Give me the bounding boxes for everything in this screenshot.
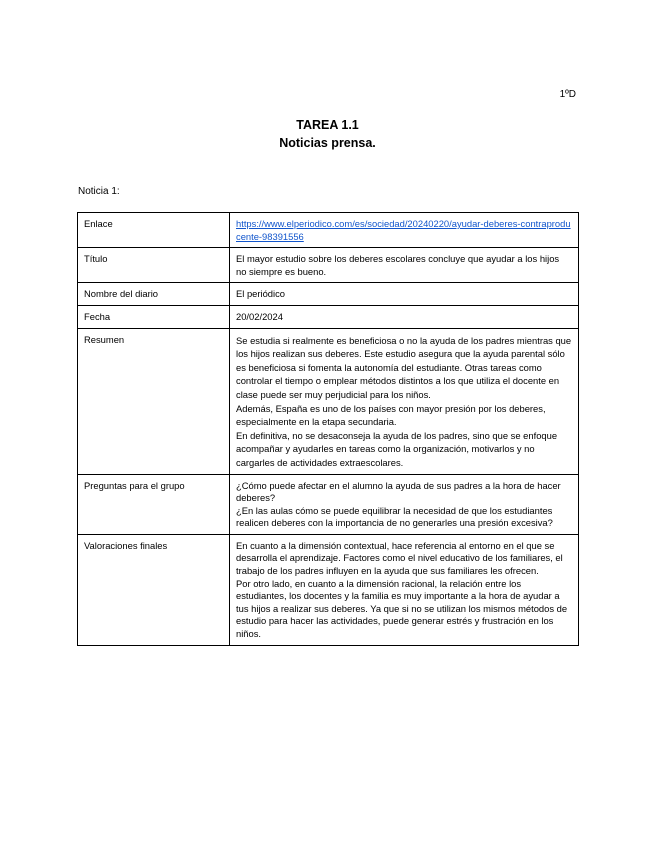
summary-paragraph: Se estudia si realmente es beneficiosa o no la ayuda de los padres mientras que los hijos realizan sus deberes. Este estudio asegura que la ayuda parental sólo es beneficiosa si fomenta la autonomía del estudiante. Otras tareas como controlar el tiempo o emplear métodos distintos a los que utiliza el docente en clase puede ser muy perjudicial para los niños. (236, 334, 572, 400)
final-paragraph: En cuanto a la dimensión contextual, hace referencia al entorno en el que se desarrolla el aprendizaje. Factores como el nivel educativo de los familiares, el trabajo de los padres influyen en la ayuda que sus familiares les ofrecen. (236, 539, 563, 577)
page-title: TAREA 1.1 (296, 118, 359, 132)
question-item: ¿En las aulas cómo se puede equilibrar la necesidad de que los estudiantes realicen deberes con la importancia de no generarles una presión excesiva? (236, 504, 553, 529)
date-label: Fecha (78, 305, 230, 328)
questions-label: Preguntas para el grupo (78, 474, 230, 534)
article-link[interactable]: https://www.elperiodico.com/es/sociedad/20240220/ayudar-deberes-contraproducente-98391556 (236, 218, 571, 242)
table-row-final (78, 534, 579, 645)
summary-paragraph: En definitiva, no se desaconseja la ayuda de los padres, sino que se enfoque acompañar y ayudarles en tareas como la organización, motivarlos y no cargarles de actividades extraescolares. (236, 429, 558, 468)
question-item: ¿Cómo puede afectar en el alumno la ayuda de sus padres a la hora de hacer deberes? (236, 479, 561, 504)
news-label: Noticia 1: (78, 186, 120, 197)
page-subtitle: Noticias prensa. (279, 136, 376, 150)
summary-paragraph: Además, España es uno de los países con mayor presión por los deberes, especialmente en la etapa secundaria. (236, 402, 546, 428)
table-row-date (78, 305, 579, 328)
link-label: Enlace (78, 213, 230, 248)
table-row-summary (78, 328, 579, 474)
summary-label: Resumen (78, 328, 230, 474)
date-value: 20/02/2024 (230, 305, 579, 328)
table-row-link (78, 213, 579, 248)
summary-cell (230, 328, 579, 474)
table-row-questions (78, 474, 579, 534)
course-label: 1ºD (559, 89, 576, 100)
link-cell (230, 213, 579, 248)
title-value: El mayor estudio sobre los deberes escolares concluye que ayudar a los hijos no siempre es bueno. (230, 248, 579, 283)
table-row-title (78, 248, 579, 283)
final-label: Valoraciones finales (78, 534, 230, 645)
final-paragraph: Por otro lado, en cuanto a la dimensión racional, la relación entre los estudiantes, los docentes y la familia es muy importante a la hora de ayudar a tus hijos a realizar sus deberes. Ya que si no se utilizan los mismos métodos de estudio para hacer las actividades, puede generar estrés y frustración en los niños. (236, 577, 568, 640)
questions-cell (230, 474, 579, 534)
news-info-table (77, 212, 579, 646)
table-row-newspaper (78, 283, 579, 306)
newspaper-value: El periódico (230, 283, 579, 306)
newspaper-label: Nombre del diario (78, 283, 230, 306)
final-cell (230, 534, 579, 645)
title-label: Título (78, 248, 230, 283)
